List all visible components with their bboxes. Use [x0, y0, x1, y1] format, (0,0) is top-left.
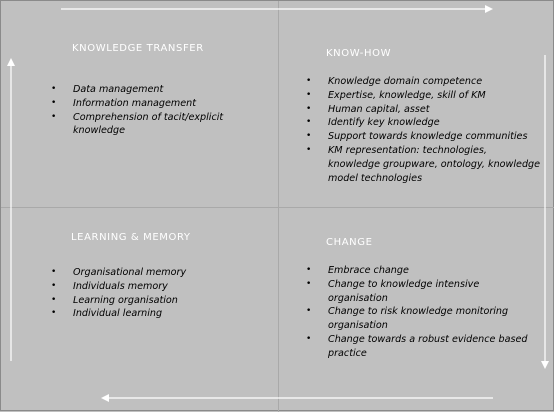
list-item: • Comprehension of tacit/explicit knowledge: [51, 111, 236, 139]
list-item: • Organisational memory: [51, 266, 236, 280]
quadrant-knowledge-transfer: [51, 43, 271, 138]
quadrant-know-how: [306, 48, 551, 185]
list-item: • Change to risk knowledge monitoring organisation: [306, 305, 536, 333]
list-item: • Identify key knowledge: [306, 116, 541, 130]
list-item: • Embrace change: [306, 264, 536, 278]
arrow-top-right-icon: [61, 4, 493, 14]
quadrant-title: LEARNING & MEMORY: [71, 232, 191, 243]
list-item: • Change to knowledge intensive organisation: [306, 278, 536, 306]
list-item: • Knowledge domain competence: [306, 75, 541, 89]
quadrant-title: KNOW-HOW: [326, 48, 392, 59]
list-item: • Data management: [51, 83, 236, 97]
list-item: • Change towards a robust evidence based practice: [306, 333, 536, 361]
list-item: • KM representation: technologies, knowledge groupware, ontology, knowledge model technologies: [306, 144, 541, 185]
horizontal-divider: [1, 207, 554, 208]
bullet-list: [51, 83, 236, 138]
bullet-list: [306, 264, 536, 361]
quadrant-change: [306, 237, 551, 361]
list-item: • Learning organisation: [51, 294, 236, 308]
arrow-left-up-icon: [6, 58, 16, 361]
list-item: • Information management: [51, 97, 236, 111]
quadrant-title: KNOWLEDGE TRANSFER: [72, 43, 204, 54]
list-item: • Expertise, knowledge, skill of KM: [306, 89, 541, 103]
arrow-bottom-left-icon: [101, 393, 493, 403]
quadrant-title: CHANGE: [326, 237, 373, 248]
list-item: • Individuals memory: [51, 280, 236, 294]
list-item: • Human capital, asset: [306, 103, 541, 117]
list-item: • Individual learning: [51, 307, 236, 321]
bullet-list: [306, 75, 541, 185]
bullet-list: [51, 266, 236, 321]
list-item: • Support towards knowledge communities: [306, 130, 541, 144]
quadrant-learning-memory: [51, 232, 271, 321]
